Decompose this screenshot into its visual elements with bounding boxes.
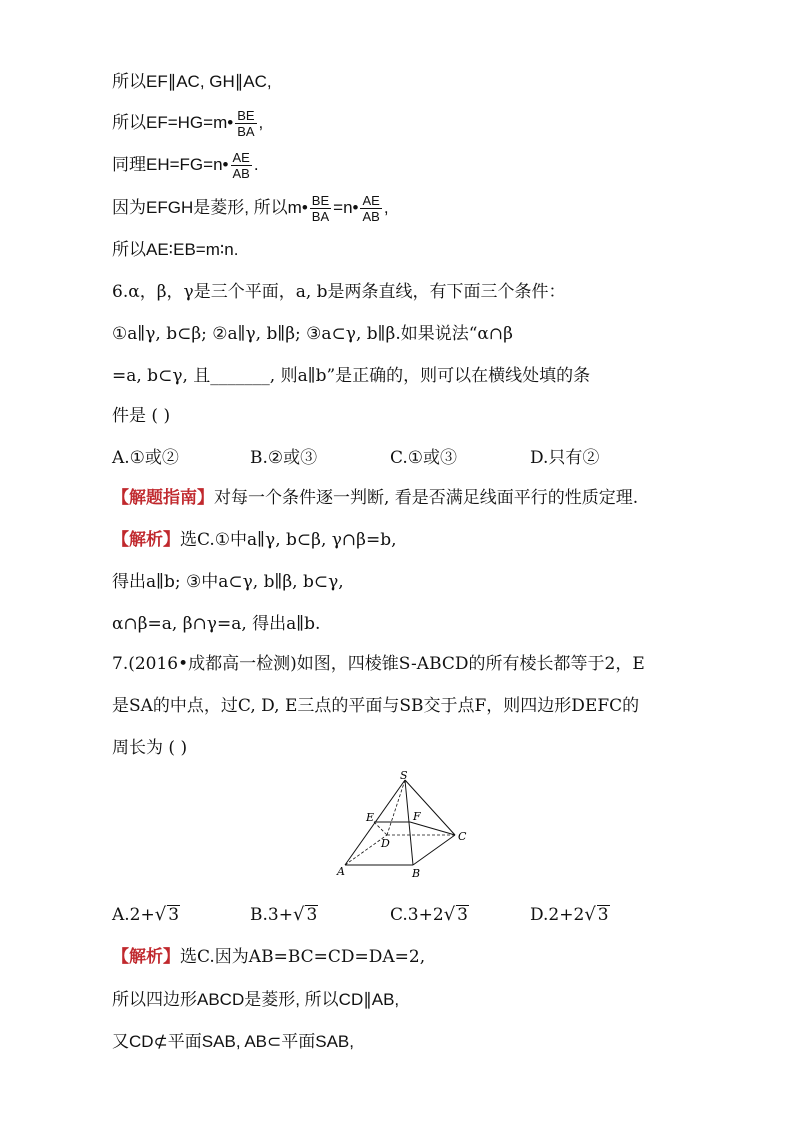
label-e: E <box>366 811 375 824</box>
hint-line <box>112 486 638 510</box>
text-span: 同理EH=FG=n• <box>112 154 229 174</box>
edge-ed-hidden <box>374 822 387 835</box>
text-span: , <box>383 197 389 217</box>
option-text: B.3+ <box>250 905 293 925</box>
label-a: A <box>337 865 345 878</box>
text-span: , <box>258 112 264 132</box>
radicand: 3 <box>168 905 180 925</box>
fraction-denominator: BA <box>237 124 255 139</box>
text-line-fraction <box>112 108 263 139</box>
text-span: . <box>253 154 259 174</box>
text-line-fraction <box>112 193 389 224</box>
option-text: A.2+ <box>112 905 155 925</box>
radical-sign: √ <box>292 904 305 925</box>
fraction-numerator: BE <box>237 108 255 123</box>
text-span: 所以EF=HG=m• <box>112 112 234 132</box>
question-7-line: 周长为 ( ) <box>112 738 188 758</box>
option-c <box>390 903 469 927</box>
solution-line: 所以四边形ABCD是菱形, 所以CD∥AB, <box>112 990 400 1009</box>
solution-line <box>112 528 397 552</box>
fraction <box>360 193 381 224</box>
text-line: 所以EF∥AC, GH∥AC, <box>112 72 272 91</box>
label-f: F <box>413 810 421 823</box>
label-c: C <box>458 830 467 843</box>
radical-sign: √ <box>154 904 167 925</box>
text-span: =n• <box>333 197 359 217</box>
fraction-numerator: BE <box>311 193 330 208</box>
solution-tag: 【解析】 <box>112 947 180 967</box>
radical-sign: √ <box>584 904 596 925</box>
hint-tag: 【解题指南】 <box>112 488 214 508</box>
solution-line: α∩β=a, β∩γ=a, 得出a∥b. <box>112 614 321 634</box>
question-7-line: 7.(2016•成都高一检测)如图，四棱锥S-ABCD的所有棱长都等于2，E <box>112 654 645 674</box>
option-text: D.2+2 <box>530 905 585 925</box>
solution-line <box>112 945 425 969</box>
option-text: C.3+2 <box>390 905 444 925</box>
radicand: 3 <box>457 905 468 925</box>
edge-fc <box>410 822 455 835</box>
radicand: 3 <box>306 905 318 925</box>
option-d: D.只有② <box>530 448 600 468</box>
label-s: S <box>400 770 408 782</box>
fraction-numerator: AE <box>362 193 380 208</box>
hint-text: 对每一个条件逐一判断, 看是否满足线面平行的性质定理. <box>214 488 639 508</box>
pyramid-figure <box>330 770 480 882</box>
text-line: 所以AE∶EB=m∶n. <box>112 240 239 259</box>
solution-text: 选C.因为AB=BC=CD=DA=2, <box>180 947 426 967</box>
question-6-line: ①a∥γ, b⊂β; ②a∥γ, b∥β; ③a⊂γ, b∥β.如果说法“α∩β <box>112 324 513 344</box>
option-a <box>112 903 180 927</box>
option-b: B.②或③ <box>250 448 318 468</box>
fraction-numerator: AE <box>232 150 250 165</box>
fraction-denominator: AB <box>232 166 250 181</box>
fraction-denominator: AB <box>362 209 380 224</box>
radical-sign: √ <box>443 904 456 925</box>
question-6-line: =a, b⊂γ, 且_______, 则a∥b”是正确的，则可以在横线处填的条 <box>112 366 591 386</box>
solution-tag: 【解析】 <box>112 530 180 550</box>
solution-line: 得出a∥b; ③中a⊂γ, b∥β, b⊂γ, <box>112 572 344 592</box>
label-b: B <box>412 867 421 880</box>
edge-sc <box>405 780 455 835</box>
fraction <box>235 108 256 139</box>
fraction-denominator: BA <box>311 209 330 224</box>
label-d: D <box>381 837 390 850</box>
option-b <box>250 903 318 927</box>
text-line-fraction <box>112 150 259 181</box>
question-6-line: 件是 ( ) <box>112 406 171 426</box>
fraction <box>231 150 252 181</box>
fraction <box>310 193 331 224</box>
solution-text: 选C.①中a∥γ, b⊂β, γ∩β=b, <box>180 530 397 550</box>
text-span: 因为EFGH是菱形, 所以m• <box>112 197 308 217</box>
question-7-line: 是SA的中点，过C, D, E三点的平面与SB交于点F，则四边形DEFC的 <box>112 696 640 716</box>
option-c: C.①或③ <box>390 448 458 468</box>
option-d <box>530 903 610 927</box>
question-6-line: 6.α，β，γ是三个平面，a, b是两条直线，有下面三个条件： <box>112 282 566 302</box>
edge-bc <box>413 835 455 865</box>
solution-line: 又CD⊄平面SAB, AB⊂平面SAB, <box>112 1032 354 1051</box>
radicand: 3 <box>597 905 609 925</box>
edge-sd-hidden <box>387 780 405 835</box>
option-a: A.①或② <box>112 448 179 468</box>
